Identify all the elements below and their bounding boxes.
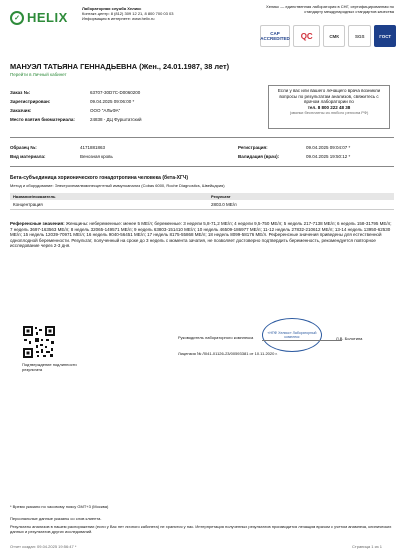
- order-row: [10, 106, 142, 115]
- gost-badge-icon: ГОСТ: [374, 25, 396, 47]
- order-label: Заказчик:: [10, 107, 32, 113]
- sample-row: [238, 143, 350, 152]
- sample-label: Регистрация:: [238, 144, 268, 150]
- sample-label: Валидация (врач):: [238, 153, 280, 159]
- sample-label: Образец №:: [10, 144, 37, 150]
- order-value: 09.04.2025 09:06:00 *: [90, 98, 135, 104]
- order-row: [10, 115, 142, 124]
- result-value: 2803.0 МЕ/л: [208, 200, 394, 210]
- cap-badge-icon: CAP ACCREDITED: [260, 25, 290, 47]
- lab-name: Лабораторная служба Хеликс: [82, 6, 142, 11]
- table-header-row: [10, 193, 394, 200]
- lab-info: [82, 6, 222, 21]
- order-label: Зарегистрирован:: [10, 98, 51, 104]
- sample-value: 4171881863: [80, 144, 106, 150]
- order-value: 24838 - ДЦ Фурштатский: [90, 116, 142, 122]
- sample-row: [238, 152, 350, 161]
- sample-value: 09.04.2025 19:50:12 *: [306, 153, 351, 159]
- test-method: Метод и оборудование: Электрохемилюминесцентный иммуноанализ (Cobas 6000, Roche Diagnostics, Швейцария): [10, 183, 225, 188]
- test-title: Бета-субъединица хорионического гонадотропина человека (бета-ХГЧ): [10, 175, 189, 181]
- sample-row: [10, 152, 113, 161]
- patient-name: МАНУЭЛ ТАТЬЯНА ГЕННАДЬЕВНА (Жен., 24.01.1987, 38 лет): [10, 62, 230, 71]
- contact-note: (звонки бесплатны из любого региона РФ): [289, 110, 369, 116]
- lab-contact: Контакт-центр: 8 (812) 309 12 21, 8 800 700 03 03: [82, 11, 174, 16]
- reference-values: [10, 221, 394, 249]
- column-header: Результат: [208, 193, 394, 200]
- qr-caption: Подтверждение подлинности результата: [22, 362, 77, 372]
- divider: [10, 137, 394, 138]
- timezone-note: * Время указано по часовому поясу GMT+3 (Москва): [10, 504, 109, 509]
- contact-text: Если у вас или вашего лечащего врача возникли вопросы по результатам анализов, свяжитесь с врачом лаборатории по: [277, 88, 381, 105]
- order-label: Место взятия биоматериала:: [10, 116, 75, 122]
- order-value: 63707-30D7C-D0060200: [90, 89, 141, 95]
- qc-badge-icon: QC: [293, 25, 320, 47]
- head-role: Руководитель лабораторного комплекса: [178, 335, 254, 340]
- order-row: [10, 88, 142, 97]
- license: Лицензия № Л041-01126-23/00593381 от 10.11.2020 г.: [178, 351, 278, 356]
- lab-stamp: [262, 318, 322, 352]
- sample-row: [10, 143, 113, 152]
- reference-text: Женщины: небеременные: менее 5 МЕ/л; беременные: 3 недели 5,8-71,2 МЕ/л; 4 недели 9,5-750 МЕ/л; 5 недель 217-7138 МЕ/л; 6 недель 158-31795 МЕ/л; 7 недель 3697-163563 МЕ/л; 8 недель 32065-149571 МЕ/л; 9 недель 63803-151410 МЕ/л; 10 недель 46509-186977 МЕ/л; 11-12 недель 27832-210612 МЕ/л; 13-14 недель 13950-62530 МЕ/л; 15 недель 12039-70971 МЕ/л; 16 недель 9040-56451 МЕ/л; 17 недель 8175-55868 МЕ/л; 18 недель 8099-58176 МЕ/л. Референсные значения приведены для естественной одноплодной беременности. Результат, полученный на сроке до 3 недель с момента зачатия, не позволяет достоверно подтвердить беременность, рекомендуется повторное исследование через 2-3 дня.: [10, 221, 392, 249]
- sample-info: [10, 143, 113, 161]
- order-value: ООО "АЛЬФА": [90, 107, 121, 113]
- sample-value: 09.04.2025 09:04:07 *: [306, 144, 351, 150]
- disclaimer: Результаты анализов в нашем распоряжении (если у Вас нет личного кабинета) не хранятся у нас. Интерпретация полученных результатов производится лечащим врачом с учетом анамнеза, клинических данных и результатов других исследований.: [10, 524, 392, 534]
- reference-label: Референсные значения:: [10, 221, 65, 226]
- personal-data-note: Персональные данные указаны со слов клиента.: [10, 516, 102, 521]
- certification-note: Хеликс — единственная лаборатория в СНГ, сертифицированная по стандарту международных стандартов качества: [266, 4, 394, 14]
- sample-value: Венозная кровь: [80, 153, 113, 159]
- order-info: [10, 88, 142, 124]
- contact-box: [268, 85, 390, 129]
- page-number: Страница 1 из 1: [352, 544, 382, 549]
- order-row: [10, 97, 142, 106]
- sample-label: Вид материала:: [10, 153, 46, 159]
- column-header: Название/показатель: [10, 193, 208, 200]
- accreditation-badges: [260, 24, 396, 48]
- lab-web: Информация в интернете: www.helix.ru: [82, 16, 155, 21]
- sample-dates: [238, 143, 350, 161]
- helix-logo-icon: ✓: [10, 11, 24, 25]
- stamp-text: «НПФ Хеликс» Лабораторный комплекс: [267, 331, 317, 339]
- logo-text: HELIX: [27, 10, 68, 25]
- results-table: [10, 193, 394, 210]
- account-link[interactable]: Перейти в Личный кабинет: [10, 72, 67, 77]
- print-timestamp: Отчет создан: 09.04.2025 19:56:47 *: [10, 544, 77, 549]
- divider: [10, 166, 394, 167]
- helix-logo: [10, 10, 68, 25]
- sgs-badge-icon: SGS: [348, 25, 372, 47]
- result-name: Концентрация: [10, 200, 208, 210]
- signature-line: [262, 340, 342, 341]
- table-row: [10, 200, 394, 210]
- qr-code-icon[interactable]: [22, 325, 56, 359]
- order-label: Заказ №:: [10, 89, 31, 95]
- head-name: Л.В. Болотина: [336, 336, 363, 341]
- contact-phone[interactable]: тел. 8 800 222 48 38: [307, 104, 351, 110]
- smk-badge-icon: СМК: [323, 25, 345, 47]
